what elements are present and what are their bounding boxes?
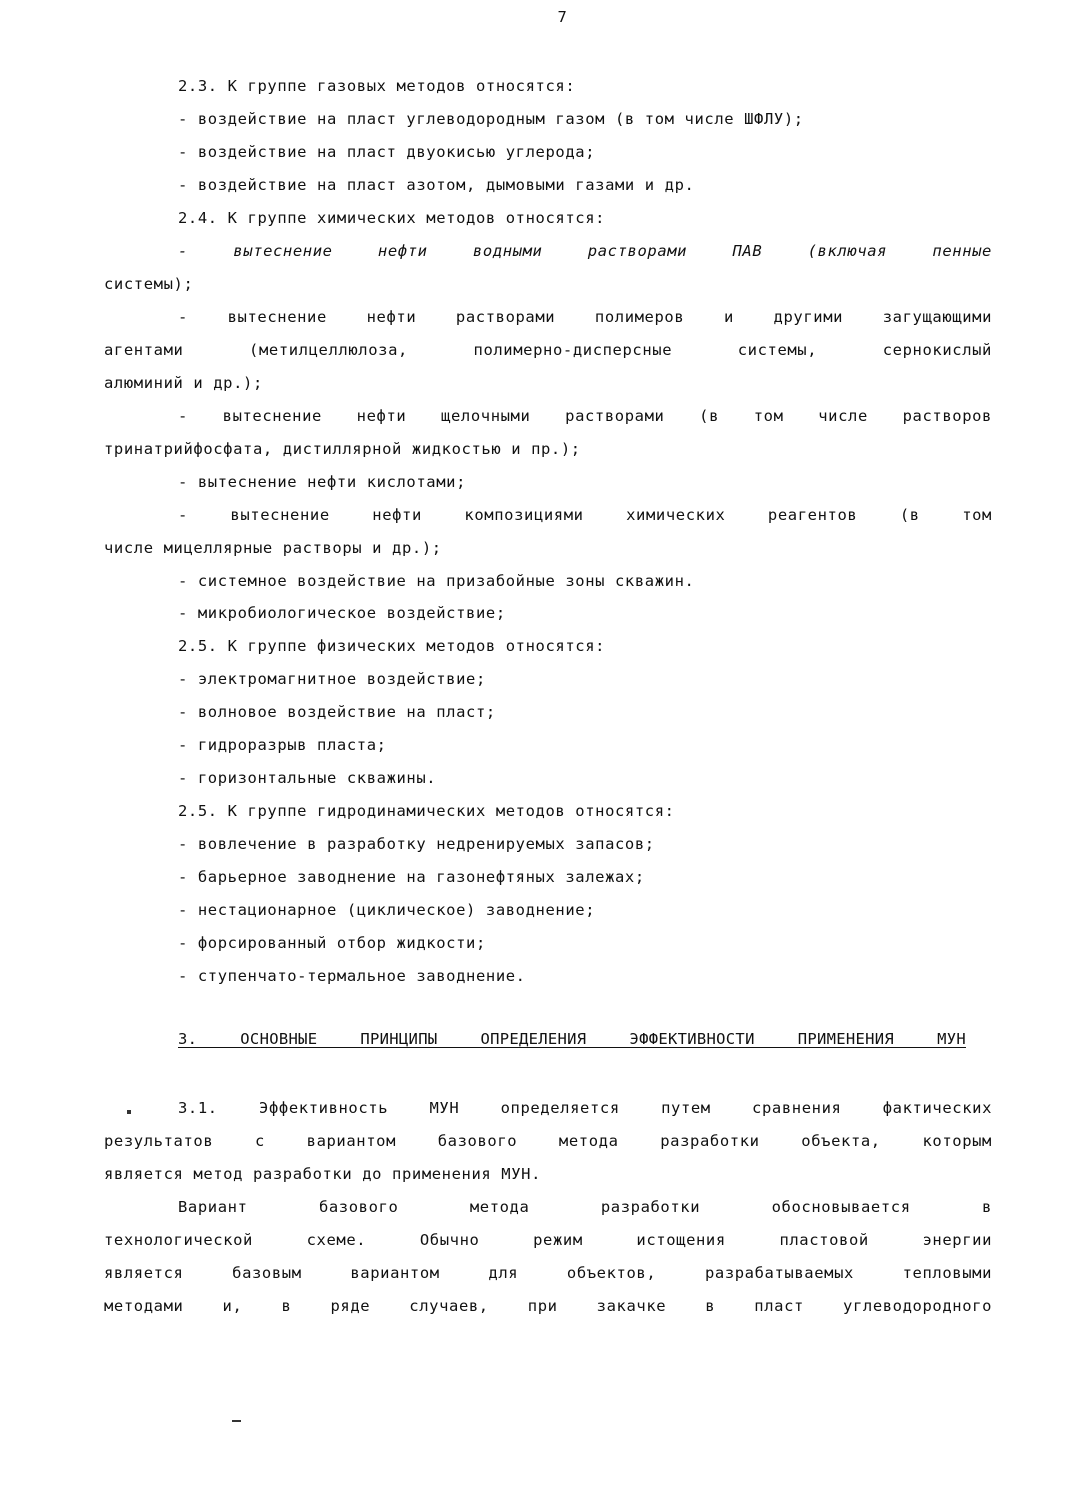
paragraph-line: является базовым вариантом для объектов, разрабатываемых тепловыми [104,1264,992,1282]
paragraph-line: является метод разработки до применения МУН. [104,1165,541,1183]
list-item: - гидроразрыв пласта; [178,736,387,754]
section-heading: 3. ОСНОВНЫЕ ПРИНЦИПЫ ОПРЕДЕЛЕНИЯ ЭФФЕКТИВНОСТИ ПРИМЕНЕНИЯ МУН [178,1030,966,1048]
paragraph-line: агентами (метилцеллюлоза, полимерно-дисперсные системы, сернокислый [104,341,992,359]
paragraph-line: 2.5. К группе физических методов относятся: [178,637,606,655]
list-item: - нестационарное (циклическое) заводнение; [178,901,596,919]
list-item: - форсированный отбор жидкости; [178,934,486,952]
scan-speck [232,1420,241,1422]
list-item: - вытеснение нефти кислотами; [178,473,467,491]
list-item: - воздействие на пласт углеводородным газом (в том числе ШФЛУ); [178,110,804,128]
paragraph-line: 2.5. К группе гидродинамических методов относятся: [178,802,675,820]
list-item: - вытеснение нефти композициями химических реагентов (в том [178,506,992,524]
list-item: - вытеснение нефти водными растворами ПАВ (включая пенные [178,242,992,260]
list-item: - электромагнитное воздействие; [178,670,486,688]
list-item: - горизонтальные скважины. [178,769,437,787]
list-item: - волновое воздействие на пласт; [178,703,496,721]
scan-speck [127,1110,131,1114]
paragraph-line: числе мицеллярные растворы и др.); [104,539,442,557]
paragraph-line: Вариант базового метода разработки обосновывается в [178,1198,992,1216]
list-item: - микробиологическое воздействие; [178,604,506,622]
list-item: - барьерное заводнение на газонефтяных залежах; [178,868,645,886]
list-item: - ступенчато-термальное заводнение. [178,967,526,985]
list-item: - системное воздействие на призабойные зоны скважин. [178,572,695,590]
list-item: - вытеснение нефти щелочными растворами (в том числе растворов [178,407,992,425]
paragraph-line: результатов с вариантом базового метода разработки объекта, которым [104,1132,992,1150]
paragraph-line: 2.3. К группе газовых методов относятся: [178,77,576,95]
paragraph-line: 2.4. К группе химических методов относятся: [178,209,606,227]
paragraph-line: тринатрийфосфата, дистиллярной жидкостью и пр.); [104,440,581,458]
list-item: - воздействие на пласт двуокисью углерода; [178,143,596,161]
paragraph-line: системы); [104,275,194,293]
page-number: 7 [557,8,568,26]
paragraph-line: 3.1. Эффективность МУН определяется путем сравнения фактических [178,1099,992,1117]
list-item: - вытеснение нефти растворами полимеров и другими загущающими [178,308,992,326]
paragraph-line: технологической схеме. Обычно режим истощения пластовой энергии [104,1231,992,1249]
list-item: - воздействие на пласт азотом, дымовыми газами и др. [178,176,695,194]
list-item: - вовлечение в разработку недренируемых запасов; [178,835,655,853]
paragraph-line: алюминий и др.); [104,374,263,392]
paragraph-line: методами и, в ряде случаев, при закачке в пласт углеводородного [104,1297,992,1315]
